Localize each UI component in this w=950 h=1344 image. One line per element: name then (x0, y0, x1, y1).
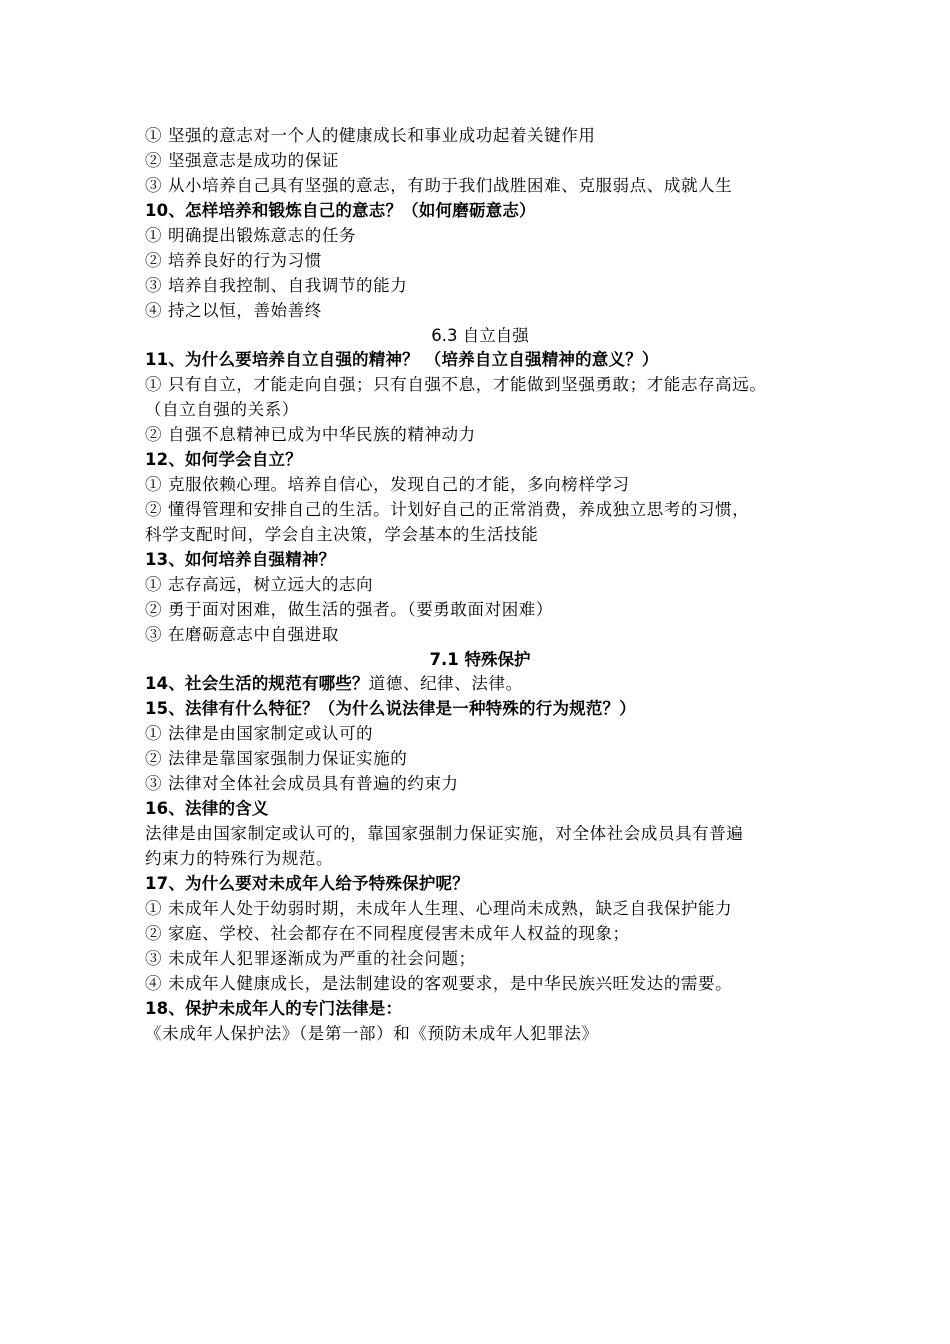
question-heading: 17、为什么要对未成年人给予特殊保护呢？ (145, 874, 469, 893)
text-line: 法律是由国家制定或认可的，靠国家强制力保证实施，对全体社会成员具有普遍 (145, 824, 744, 843)
question-heading: 15、法律有什么特征？（为什么说法律是一种特殊的行为规范？） (145, 699, 636, 718)
text-line: 科学支配时间，学会自主决策，学会基本的生活技能 (145, 525, 539, 544)
text-line: ① 志存高远，树立远大的志向 (145, 575, 374, 594)
text-line: ② 培养良好的行为习惯 (145, 251, 322, 270)
text-line: ② 勇于面对困难，做生活的强者。（要勇敢面对困难） (145, 600, 553, 619)
text-line: ④ 持之以恒，善始善终 (145, 301, 322, 320)
text-line: ① 明确提出锻炼意志的任务 (145, 226, 357, 245)
text-line: ③ 未成年人犯罪逐渐成为严重的社会问题； (145, 949, 476, 968)
text-line: ② 坚强意志是成功的保证 (145, 151, 339, 170)
question-heading: 16、法律的含义 (145, 799, 269, 818)
text-line: ④ 未成年人健康成长，是法制建设的客观要求，是中华民族兴旺发达的需要。 (145, 974, 733, 993)
text-line: ① 只有自立，才能走向自强；只有自强不息，才能做到坚强勇敢；才能志存高远。 (145, 375, 767, 394)
text-line: ① 坚强的意志对一个人的健康成长和事业成功起着关键作用 (145, 126, 596, 145)
text-line: 《未成年人保护法》（是第一部）和《预防未成年人犯罪法》 (145, 1024, 599, 1043)
text-line: ② 懂得管理和安排自己的生活。计划好自己的正常消费，养成独立思考的习惯， (145, 500, 750, 519)
text-line: ③ 法律对全体社会成员具有普遍的约束力 (145, 774, 459, 793)
question-heading: 13、如何培养自强精神？ (145, 550, 336, 569)
question-heading: 18、保护未成年人的专门法律是： (145, 999, 403, 1018)
text-line: ① 未成年人处于幼弱时期，未成年人生理、心理尚未成熟，缺乏自我保护能力 (145, 899, 733, 918)
section-heading: 6.3 自立自强 (431, 326, 529, 345)
question-heading: 10、怎样培养和锻炼自己的意志？（如何磨砺意志） (145, 201, 536, 220)
text-line: ① 法律是由国家制定或认可的 (145, 724, 374, 743)
question-text: 14、社会生活的规范有哪些？ (145, 674, 369, 693)
text-line: 约束力的特殊行为规范。 (145, 849, 334, 868)
text-line: （自立自强的关系） (145, 400, 299, 419)
text-line: ① 克服依赖心理。培养自信心，发现自己的才能，多向榜样学习 (145, 475, 630, 494)
text-line: ② 法律是靠国家强制力保证实施的 (145, 749, 408, 768)
text-line: ③ 在磨砺意志中自强进取 (145, 625, 339, 644)
text-line: ② 家庭、学校、社会都存在不同程度侵害未成年人权益的现象； (145, 924, 630, 943)
question-heading: 12、如何学会自立？ (145, 450, 302, 469)
question-heading: 11、为什么要培养自立自强的精神？ （培养自立自强精神的意义？） (145, 350, 659, 369)
question-heading (145, 671, 815, 696)
answer-text: 道德、纪律、法律。 (368, 674, 523, 693)
text-line: ③ 从小培养自己具有坚强的意志，有助于我们战胜困难、克服弱点、成就人生 (145, 176, 733, 195)
section-heading: 7.1 特殊保护 (429, 650, 531, 669)
text-line: ② 自强不息精神已成为中华民族的精神动力 (145, 425, 476, 444)
text-line: ③ 培养自我控制、自我调节的能力 (145, 276, 408, 295)
